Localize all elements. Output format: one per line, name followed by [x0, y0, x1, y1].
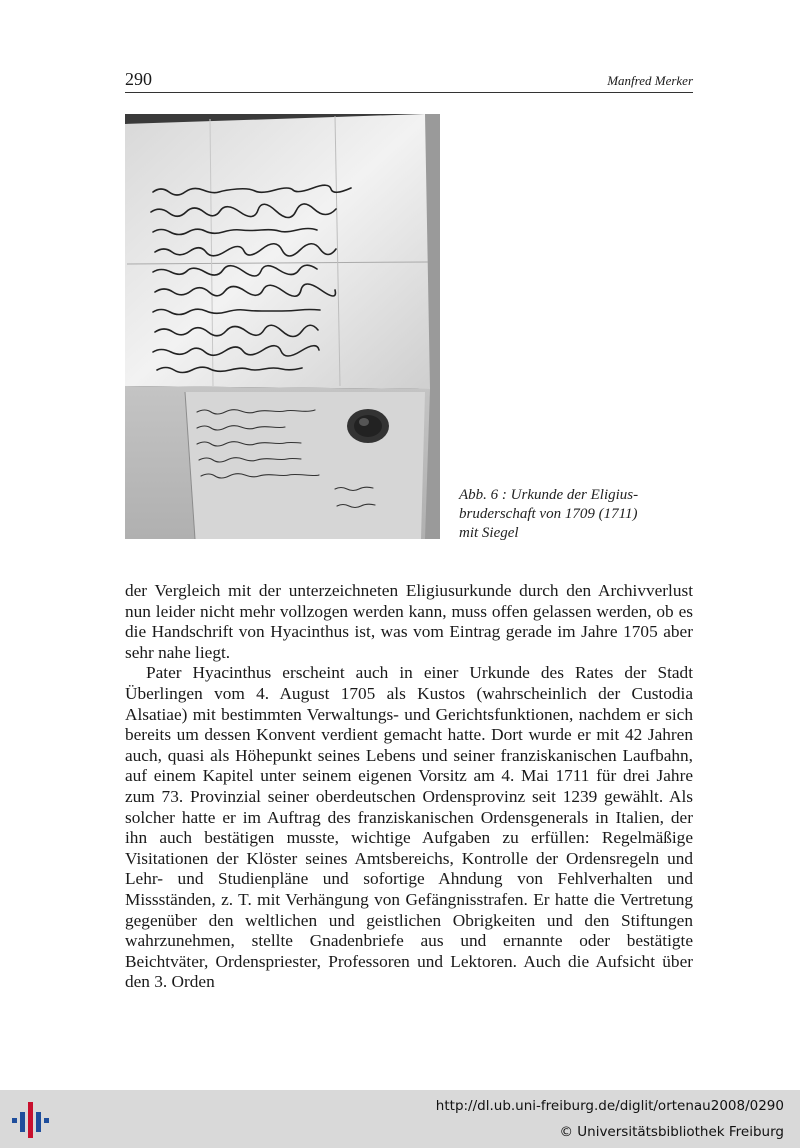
- footer-url-link[interactable]: http://dl.ub.uni-freiburg.de/diglit/ortenau2008/0290: [435, 1098, 784, 1114]
- body-text: [125, 581, 693, 993]
- header-rule: [125, 92, 693, 93]
- ub-freiburg-logo-icon: [10, 1100, 50, 1140]
- caption-line: Abb. 6 : Urkunde der Eligius-: [459, 487, 639, 503]
- footer-bar: [0, 1090, 800, 1148]
- caption-line: bruderschaft von 1709 (1711): [459, 506, 638, 522]
- page-number: 290: [125, 69, 152, 89]
- document-photo: [125, 114, 440, 539]
- running-head: Manfred Merker: [607, 73, 693, 88]
- footer-copyright: © Universitätsbibliothek Freiburg: [559, 1124, 784, 1140]
- caption-line: mit Siegel: [459, 525, 519, 541]
- manuscript-image: [125, 114, 440, 539]
- paragraph: Pater Hyacinthus erscheint auch in einer Urkunde des Rates der Stadt Überlingen vom 4. August 1705 als Kustos (wahrscheinlich der Custodia Alsatiae) mit bestimmten Verwaltungs- und Gerichtsfunktionen, nachdem er sich bereits um dessen Konvent verdient gemacht hatte. Dort wurde er mit 42 Jahren auch, quasi als Höhepunkt seines Lebens und seiner franziskanischen Laufbahn, auf einem Kapitel unter seinem eigenen Vorsitz am 4. Mai 1711 für drei Jahre zum 73. Provinzial seiner oberdeutschen Ordensprovinz seit 1239 gewählt. Als solcher hatte er im Auftrag des franziskanischen Ordensgenerals in Italien, der ihn auch bestätigen musste, wichtige Aufgaben zu erfüllen: Regelmäßige Visitationen der Klöster seines Amtsbereichs, Kontrolle der Ordensregeln und Lehr- und Studienpläne und sofortige Ahndung von Fehlverhalten und Missständen, z. T. mit Verhängung von Gefängnisstrafen. Er hatte die Vertretung gegenüber den weltlichen und geistlichen Obrigkeiten und den Stiftungen wahrzunehmen, stellte Gnadenbriefe aus und ernannte oder bestätigte Beichtväter, Ordenspriester, Professoren und Lektoren. Auch die Aufsicht über den 3. Orden: [125, 663, 693, 992]
- paragraph: der Vergleich mit der unterzeichneten Eligiusurkunde durch den Archivverlust nun leider nicht mehr vollzogen werden kann, muss offen gelassen werden, ob es die Handschrift von Hyacinthus ist, was vom Eintrag gerade im Jahre 1705 aber sehr nahe liegt.: [125, 581, 693, 662]
- figure-caption: [459, 486, 699, 543]
